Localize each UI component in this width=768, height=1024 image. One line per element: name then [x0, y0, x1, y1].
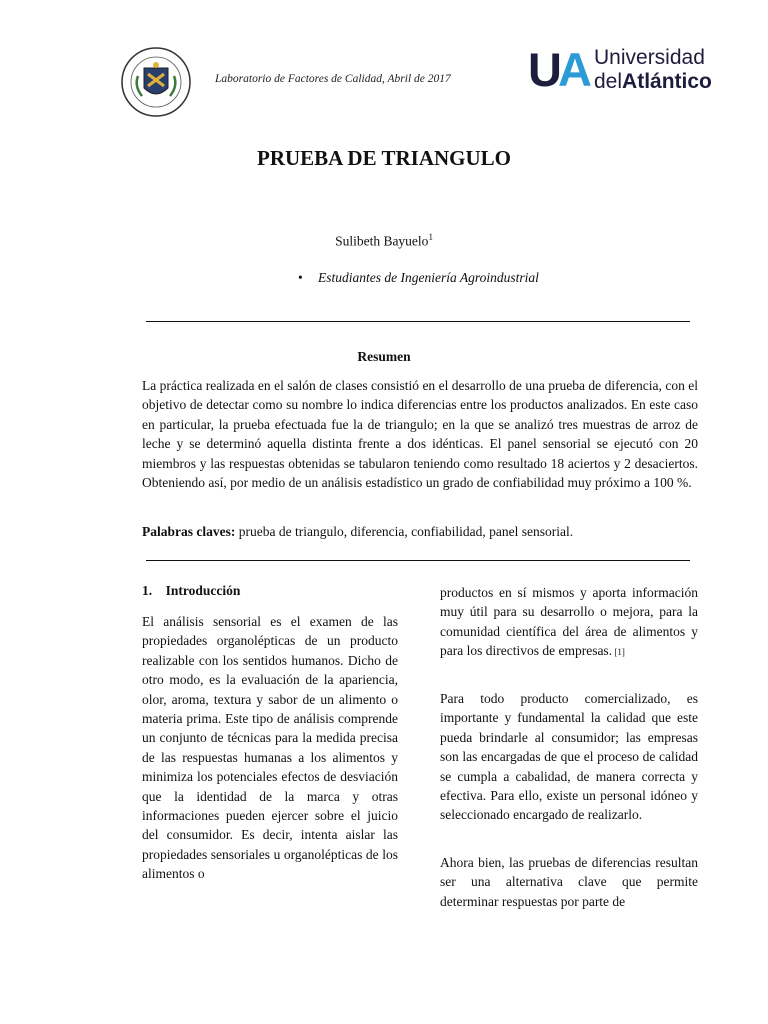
- ua-logo-mark: UA: [528, 43, 588, 96]
- author-footnote-mark: 1: [428, 232, 433, 242]
- affiliation: [298, 270, 539, 286]
- logo-text-atlantico: delAtlántico: [594, 70, 712, 93]
- abstract-heading: Resumen: [357, 349, 411, 364]
- university-seal-icon: [120, 46, 192, 118]
- keywords-list: prueba de triangulo, diferencia, confiabilidad, panel sensorial.: [235, 524, 574, 539]
- intro-right-paragraph-3: Ahora bien, las pruebas de diferencias resultan ser una alternativa clave que permite determinar respuestas por parte de: [440, 855, 698, 909]
- bullet-icon: •: [298, 270, 303, 285]
- affiliation-text: Estudiantes de Ingeniería Agroindustrial: [318, 270, 539, 285]
- author-line: [0, 232, 768, 250]
- university-logo: [528, 43, 712, 97]
- keywords-label: Palabras claves:: [142, 524, 236, 539]
- divider-bottom: [146, 560, 690, 561]
- logo-text-universidad: Universidad: [594, 46, 705, 69]
- abstract-text: La práctica realizada en el salón de clases consistió en el desarrollo de una prueba de diferencia, con el objetivo de detectar como su nombre lo indica diferencias entre los productos analizados. En este caso en particular, la prueba efectuada fue la de triangulo; en la que se analizó tres muestras de arroz de leche y se determinó aquella distinta frente a dos idénticas. El panel sensorial se ejecutó con 20 miembros y las respuestas obtenidas se tabularon teniendo como resultado 18 aciertos y 2 desaciertos. Obteniendo así, por medio de un análisis estadístico un grado de confiabilidad muy próximo a 100 %.: [142, 378, 698, 491]
- intro-left-paragraph: El análisis sensorial es el examen de las propiedades organolépticas de un producto realizable con los sentidos humanos. Dicho de otro modo, es la evaluación de la apariencia, olor, aroma, textura y sabor de un alimento o materia prima. Este tipo de análisis comprende un conjunto de técnicas para la medida precisa de las respuestas humanas a los alimentos y minimiza los potenciales efectos de desviación que la identidad de la marca y otras informaciones pueden ejercer sobre el juicio del consumidor. Es decir, intenta aislar las propiedades sensoriales u organolépticas de los alimentos o: [142, 614, 398, 882]
- divider-top: [146, 321, 690, 322]
- intro-right-paragraph-2: Para todo producto comercializado, es importante y fundamental la calidad que este pueda brindarle al consumidor; las empresas son las encargadas de que el proceso de calidad se cumpla a cabalidad, de manera correcta y efectiva. Para ello, existe un personal idóneo y seleccionado encargado de realizarlo.: [440, 691, 698, 823]
- lab-header-text: Laboratorio de Factores de Calidad, Abril de 2017: [215, 73, 451, 85]
- citation-ref: [1]: [612, 647, 625, 658]
- section-heading-introduccion: 1. Introducción: [142, 583, 241, 598]
- intro-right-paragraph-1: productos en sí mismos y aporta información muy útil para su desarrollo o mejora, para la comunidad científica del área de alimentos y para los directivos de empresas. [1]: [440, 585, 698, 659]
- author-name: Sulibeth Bayuelo: [335, 233, 429, 249]
- paper-title: PRUEBA DE TRIANGULO: [257, 146, 511, 170]
- keywords: [142, 522, 698, 541]
